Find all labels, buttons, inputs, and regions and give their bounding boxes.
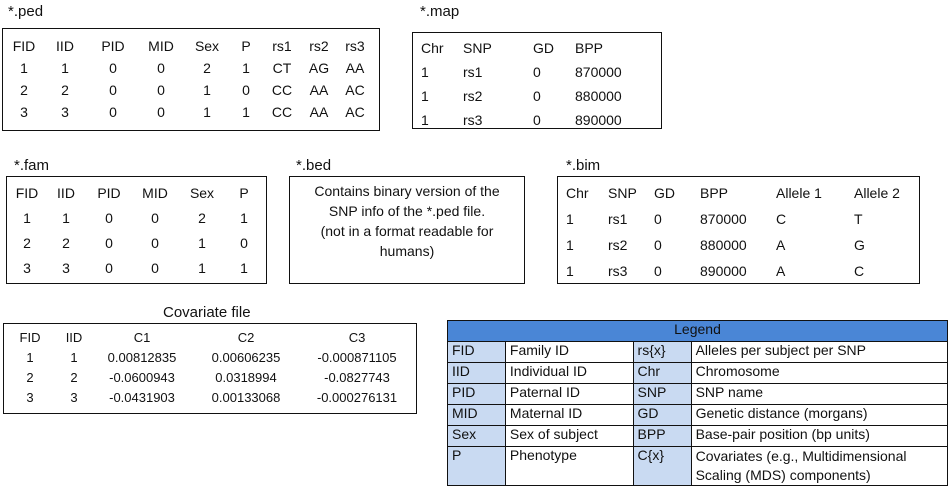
legend-desc: Family ID [505, 342, 633, 363]
fam-cell: 0 [105, 234, 113, 251]
map-cell: rs1 [463, 64, 483, 80]
legend-header: Legend [448, 321, 948, 342]
ped-header-cell: rs3 [345, 38, 365, 54]
ped-row [7, 57, 373, 79]
ped-cell: CC [271, 82, 293, 98]
bim-row [566, 232, 916, 258]
covariate-header-cell: C3 [348, 329, 366, 345]
fam-cell: 0 [105, 209, 113, 226]
covariate-cell: 3 [70, 389, 78, 405]
fam-cell: 1 [240, 209, 248, 226]
covariate-header-cell: IID [65, 329, 83, 345]
bim-cell: 0 [654, 237, 662, 253]
bim-title: *.bim [566, 157, 601, 174]
bim-row [566, 206, 916, 232]
ped-cell: AG [308, 60, 330, 76]
fam-cell: 2 [23, 234, 31, 251]
covariate-cell: 1 [70, 349, 78, 365]
covariate-row [6, 347, 412, 367]
map-header-row [421, 36, 657, 60]
map-cell: 870000 [575, 64, 622, 80]
covariate-cell: 2 [70, 369, 78, 385]
fam-cell: 2 [62, 234, 70, 251]
fam-header-cell: IID [57, 184, 75, 201]
legend-abbr: GD [633, 405, 691, 426]
covariate-cell: 0.00812835 [107, 349, 177, 365]
fam-box [6, 176, 267, 284]
bim-header-cell: Chr [566, 185, 589, 201]
ped-title: *.ped [8, 3, 44, 20]
map-title: *.map [420, 3, 460, 20]
legend-desc: Sex of subject [505, 426, 633, 447]
fam-header-cell: FID [15, 184, 39, 201]
covariate-cell: 0.0318994 [215, 369, 277, 385]
legend-desc: SNP name [691, 384, 947, 405]
covariate-cell: 0.00606235 [211, 349, 281, 365]
bim-header-cell: BPP [700, 185, 729, 201]
bim-cell: A [776, 237, 786, 253]
fam-cell: 1 [23, 209, 31, 226]
bim-cell: T [854, 211, 863, 227]
legend-desc: Alleles per subject per SNP [691, 342, 947, 363]
covariate-header-cell: C2 [237, 329, 255, 345]
covariate-cell: -0.0827743 [324, 369, 390, 385]
covariate-row [6, 367, 412, 387]
ped-cell: 0 [157, 104, 165, 120]
bim-cell: 880000 [700, 237, 747, 253]
ped-header-cell: FID [12, 38, 36, 54]
ped-cell: 0 [109, 82, 117, 98]
legend-abbr: P [448, 447, 506, 486]
map-row [421, 108, 657, 132]
ped-box [2, 28, 380, 131]
map-box [412, 32, 662, 129]
legend-desc: Covariates (e.g., Multidimensional Scaling (MDS) components) [691, 447, 947, 486]
ped-table [7, 35, 373, 123]
map-cell: rs2 [463, 88, 483, 104]
ped-row [7, 79, 373, 101]
map-cell: 0 [533, 112, 541, 128]
bim-cell: 890000 [700, 263, 747, 279]
bim-cell: 1 [566, 263, 574, 279]
fam-header-cell: P [239, 184, 249, 201]
fam-cell: 1 [62, 209, 70, 226]
fam-table [9, 180, 263, 280]
fam-row [9, 230, 263, 255]
map-header-cell: Chr [421, 40, 444, 56]
legend-abbr: BPP [633, 426, 691, 447]
ped-cell: 1 [242, 104, 250, 120]
ped-cell: 3 [61, 104, 69, 120]
map-cell: 1 [421, 64, 429, 80]
bim-header-cell: Allele 2 [854, 185, 900, 201]
ped-cell: 2 [61, 82, 69, 98]
bed-line-4: humans) [379, 243, 435, 259]
covariate-cell: -0.0600943 [109, 369, 175, 385]
ped-header-cell: rs2 [309, 38, 329, 54]
ped-header-cell: MID [148, 38, 174, 54]
covariate-header-cell: FID [19, 329, 41, 345]
bim-table [566, 180, 916, 284]
bim-row [566, 258, 916, 284]
covariate-title: Covariate file [163, 304, 251, 321]
ped-cell: 1 [61, 60, 69, 76]
covariate-cell: -0.000871105 [317, 349, 397, 365]
legend-desc: Base-pair position (bp units) [691, 426, 947, 447]
covariate-table [6, 327, 412, 407]
map-cell: 1 [421, 112, 429, 128]
bed-title: *.bed [296, 157, 332, 174]
legend-abbr: FID [448, 342, 506, 363]
covariate-cell: 1 [26, 349, 34, 365]
bim-cell: 0 [654, 211, 662, 227]
ped-cell: 1 [242, 60, 250, 76]
bed-line-3: (not in a format readable for [320, 223, 494, 239]
ped-header-cell: Sex [194, 38, 220, 54]
ped-cell: 2 [203, 60, 211, 76]
ped-cell: 1 [20, 60, 28, 76]
fam-header-cell: PID [97, 184, 121, 201]
ped-cell: 0 [157, 60, 165, 76]
ped-cell: 0 [109, 60, 117, 76]
fam-cell: 1 [240, 259, 248, 276]
fam-cell: 0 [151, 259, 159, 276]
legend-abbr: MID [448, 405, 506, 426]
covariate-cell: 2 [26, 369, 34, 385]
ped-cell: 2 [20, 82, 28, 98]
ped-cell: CT [272, 60, 292, 76]
ped-cell: 1 [203, 104, 211, 120]
fam-cell: 0 [105, 259, 113, 276]
ped-cell: CC [271, 104, 293, 120]
legend-table [447, 320, 948, 486]
bim-cell: 1 [566, 211, 574, 227]
map-header-cell: SNP [463, 40, 492, 56]
legend-abbr: C{x} [633, 447, 691, 486]
ped-cell: AA [309, 104, 329, 120]
map-cell: 0 [533, 64, 541, 80]
fam-cell: 2 [198, 209, 206, 226]
legend-desc: Chromosome [691, 363, 947, 384]
bim-cell: G [854, 237, 865, 253]
map-cell: 890000 [575, 112, 622, 128]
fam-cell: 3 [62, 259, 70, 276]
map-header-cell: GD [533, 40, 554, 56]
map-header-cell: BPP [575, 40, 604, 56]
fam-header-row [9, 180, 263, 205]
bim-cell: rs3 [608, 263, 628, 279]
legend-abbr: Chr [633, 363, 691, 384]
covariate-header-row [6, 327, 412, 347]
legend-abbr: SNP [633, 384, 691, 405]
covariate-header-cell: C1 [133, 329, 151, 345]
legend-abbr: IID [448, 363, 506, 384]
covariate-cell: 0.00133068 [211, 389, 281, 405]
fam-cell: 0 [151, 209, 159, 226]
bim-box [557, 176, 920, 284]
covariate-box [3, 323, 417, 414]
fam-row [9, 255, 263, 280]
bim-cell: rs1 [608, 211, 628, 227]
fam-header-cell: MID [142, 184, 168, 201]
covariate-cell: 3 [26, 389, 34, 405]
map-row [421, 60, 657, 84]
bim-header-cell: GD [654, 185, 675, 201]
legend-desc: Individual ID [505, 363, 633, 384]
ped-cell: 0 [109, 104, 117, 120]
ped-cell: 1 [203, 82, 211, 98]
covariate-row [6, 387, 412, 407]
ped-header-cell: rs1 [272, 38, 292, 54]
fam-cell: 0 [240, 234, 248, 251]
bim-header-row [566, 180, 916, 206]
ped-header-cell: P [241, 38, 251, 54]
map-row [421, 84, 657, 108]
fam-cell: 0 [151, 234, 159, 251]
bed-line-1: Contains binary version of the [314, 183, 500, 199]
legend-desc: Phenotype [505, 447, 633, 486]
bim-cell: 1 [566, 237, 574, 253]
fam-header-cell: Sex [189, 184, 215, 201]
fam-row [9, 205, 263, 230]
ped-header-cell: IID [56, 38, 74, 54]
legend-abbr: Sex [448, 426, 506, 447]
fam-cell: 1 [198, 234, 206, 251]
fam-cell: 1 [198, 259, 206, 276]
bim-cell: C [776, 211, 787, 227]
covariate-cell: -0.0431903 [109, 389, 175, 405]
bed-box [289, 176, 525, 284]
map-cell: rs3 [463, 112, 483, 128]
map-cell: 0 [533, 88, 541, 104]
covariate-cell: -0.000276131 [316, 389, 398, 405]
ped-cell: AC [345, 104, 365, 120]
ped-cell: 0 [242, 82, 250, 98]
bim-cell: C [854, 263, 865, 279]
ped-cell: 3 [20, 104, 28, 120]
fam-cell: 3 [23, 259, 31, 276]
bim-cell: 0 [654, 263, 662, 279]
ped-row [7, 101, 373, 123]
fam-title: *.fam [14, 157, 50, 174]
ped-header-row [7, 35, 373, 57]
legend-abbr: PID [448, 384, 506, 405]
bim-cell: rs2 [608, 237, 628, 253]
ped-cell: AA [345, 60, 365, 76]
ped-cell: 0 [157, 82, 165, 98]
ped-cell: AA [309, 82, 329, 98]
map-cell: 880000 [575, 88, 622, 104]
bim-header-cell: Allele 1 [776, 185, 822, 201]
legend-desc: Maternal ID [505, 405, 633, 426]
bim-cell: 870000 [700, 211, 747, 227]
bim-cell: A [776, 263, 786, 279]
legend-abbr: rs{x} [633, 342, 691, 363]
ped-cell: AC [345, 82, 365, 98]
bim-header-cell: SNP [608, 185, 637, 201]
ped-header-cell: PID [101, 38, 125, 54]
map-table [421, 36, 657, 132]
legend-desc: Genetic distance (morgans) [691, 405, 947, 426]
map-cell: 1 [421, 88, 429, 104]
legend-desc: Paternal ID [505, 384, 633, 405]
bed-line-2: SNP info of the *.ped file. [328, 203, 486, 219]
